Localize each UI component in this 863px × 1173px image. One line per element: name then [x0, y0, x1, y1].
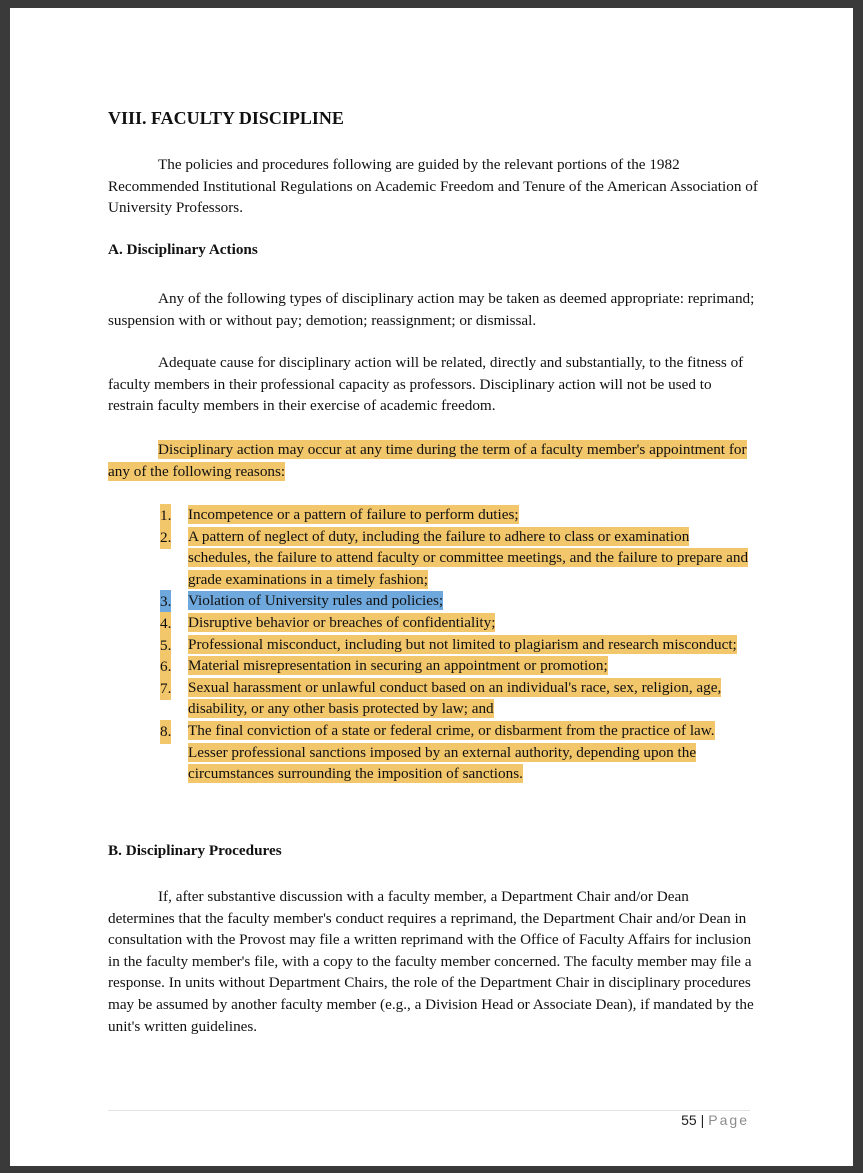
- footer-separator: |: [700, 1112, 705, 1128]
- heading-disciplinary-actions: A. Disciplinary Actions: [108, 241, 258, 258]
- list-item-number: 4.: [160, 612, 171, 636]
- list-item-text: The final conviction of a state or federal crime, or disbarment from the practice of law. Lesser professional sanctions imposed by an external authority, depending upon the circumstances surrounding the imposition of sanctions.: [188, 721, 715, 783]
- list-item-text: Disruptive behavior or breaches of confidentiality;: [188, 613, 496, 631]
- list-item-text: Material misrepresentation in securing an appointment or promotion;: [188, 657, 608, 675]
- procedures-paragraph-1: If, after substantive discussion with a faculty member, a Department Chair and/or Dean determines that the faculty member's conduct requires a reprimand, the Department Chair and/or Dean in consultation with the Provost may file a written reprimand with the Office of Faculty Affairs for inclusion in the faculty member's file, with a copy to the faculty member concerned. The faculty member may file a response. In units without Department Chairs, the role of the Department Chair in disciplinary procedures may be assumed by another faculty member (e.g., a Division Head or Associate Dean), if mandated by the unit's written guidelines.: [108, 888, 754, 1035]
- list-item: [160, 504, 750, 526]
- list-item: [160, 720, 750, 785]
- list-item-number: 8.: [160, 720, 171, 744]
- heading-disciplinary-procedures: B. Disciplinary Procedures: [108, 842, 282, 859]
- list-item-number: 1.: [160, 504, 171, 528]
- page-number: 55: [681, 1112, 697, 1128]
- list-item: [160, 655, 750, 677]
- list-item: [160, 677, 750, 720]
- page-footer: [681, 1112, 749, 1128]
- list-item: [160, 612, 750, 634]
- actions-paragraph-3: [108, 439, 758, 482]
- actions-paragraph-2: Adequate cause for disciplinary action will be related, directly and substantially, to the fitness of faculty members in their professional capacity as professors. Disciplinary action will not be used to restrain faculty members in their exercise of academic freedom.: [108, 354, 744, 415]
- list-item-text: Sexual harassment or unlawful conduct based on an individual's race, sex, religion, age, disability, or any other basis protected by law; and: [188, 678, 722, 718]
- list-item-text: Incompetence or a pattern of failure to perform duties;: [188, 506, 519, 523]
- page-label: Page: [708, 1112, 749, 1128]
- list-item-number: 6.: [160, 655, 171, 679]
- list-item-number: 7.: [160, 677, 171, 701]
- list-item-number: 5.: [160, 634, 171, 658]
- list-item: [160, 590, 750, 612]
- list-item-text: A pattern of neglect of duty, including the failure to adhere to class or examination schedules, the failure to attend faculty or committee meetings, and the failure to prepare and grade examinations in a timely fashion;: [188, 527, 749, 588]
- list-item-text: Professional misconduct, including but not limited to plagiarism and research misconduct;: [188, 635, 737, 653]
- footer-divider: [108, 1110, 750, 1111]
- highlight-yellow: Disciplinary action may occur at any time during the term of a faculty member's appointment for any of the following reasons:: [108, 441, 747, 480]
- section-title: VIII. FACULTY DISCIPLINE: [108, 108, 344, 128]
- actions-paragraph-1: Any of the following types of disciplinary action may be taken as deemed appropriate: reprimand; suspension with or without pay; demotion; reassignment; or dismissal.: [108, 290, 755, 329]
- intro-paragraph: The policies and procedures following are guided by the relevant portions of the 1982 Recommended Institutional Regulations on Academic Freedom and Tenure of the American Association of University Professors.: [108, 156, 758, 217]
- list-item-number: 2.: [160, 526, 171, 550]
- document-page: [10, 8, 853, 1166]
- list-item-text-selected: Violation of University rules and policies;: [188, 592, 444, 610]
- list-item: [160, 526, 750, 591]
- list-item: [160, 634, 750, 656]
- reasons-list: [160, 504, 750, 785]
- list-item-number: 3.: [160, 590, 171, 614]
